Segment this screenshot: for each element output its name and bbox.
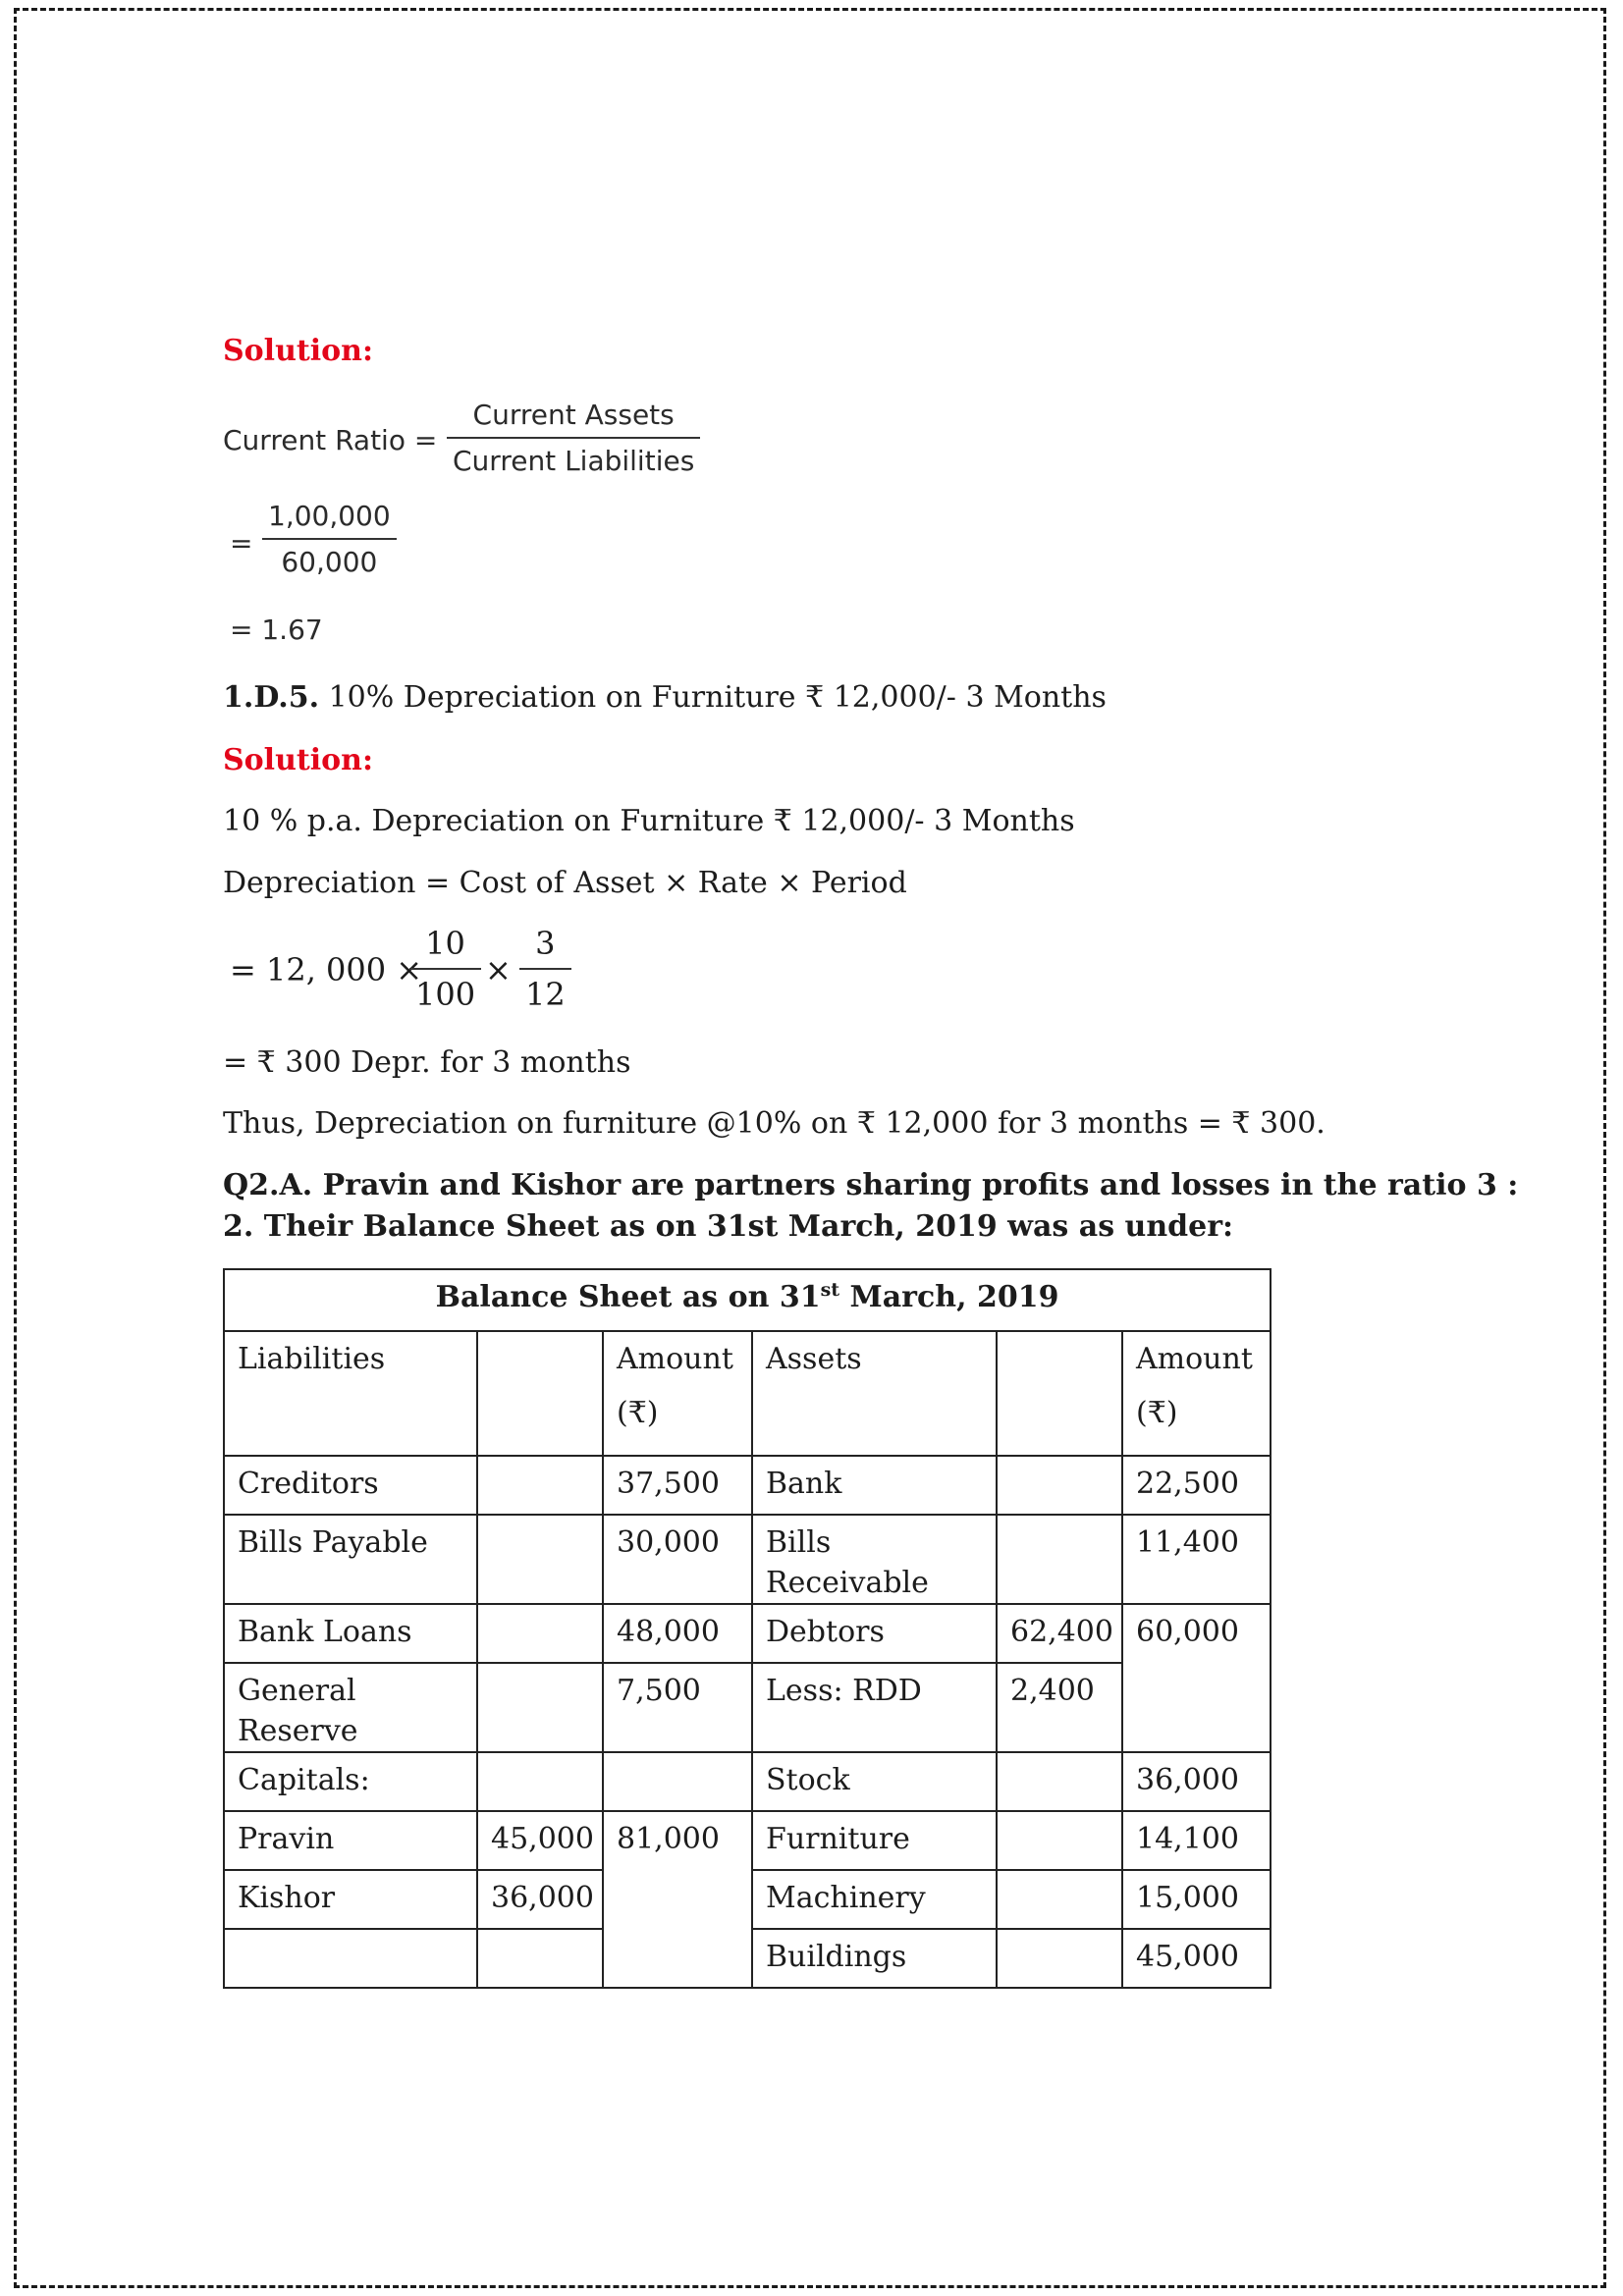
liability-amount: [603, 1752, 752, 1811]
fraction-bar: [262, 538, 397, 540]
asset-name: Less: RDD: [752, 1663, 997, 1752]
fraction-numerator: 3: [535, 925, 556, 962]
asset-name: Buildings: [752, 1929, 997, 1988]
asset-name: Stock: [752, 1752, 997, 1811]
liability-amount: 7,500: [603, 1663, 752, 1752]
liability-name: Bank Loans: [224, 1604, 477, 1663]
times-sign: ×: [485, 951, 512, 988]
question-1d5: [223, 680, 1107, 715]
asset-sub: [997, 1811, 1122, 1870]
calc-prefix: = 12, 000 ×: [230, 951, 423, 988]
liability-name: [224, 1929, 477, 1988]
liability-sub: 45,000: [477, 1811, 603, 1870]
asset-sub: [997, 1870, 1122, 1929]
liability-sub: [477, 1456, 603, 1515]
liability-name: Kishor: [224, 1870, 477, 1929]
table-row: [224, 1752, 1271, 1811]
solution-heading-2: Solution:: [223, 743, 374, 777]
asset-name: Furniture: [752, 1811, 997, 1870]
asset-name: Bills Receivable: [752, 1515, 997, 1604]
asset-name: Debtors: [752, 1604, 997, 1663]
solution-heading-1: Solution:: [223, 334, 374, 368]
current-ratio-lhs: Current Ratio =: [223, 424, 438, 456]
current-ratio-fraction: [447, 399, 700, 477]
ratio-values-fraction: [262, 500, 397, 578]
liability-amount: 48,000: [603, 1604, 752, 1663]
fraction-denominator: 100: [415, 976, 476, 1013]
question-label: 1.D.5.: [223, 680, 320, 715]
asset-name: Bank: [752, 1456, 997, 1515]
liability-amount: [603, 1929, 752, 1988]
equals-sign: =: [230, 527, 253, 560]
question-2a-line1: Q2.A. Pravin and Kishor are partners sharing profits and losses in the ratio 3 :: [223, 1168, 1519, 1202]
liability-sub: 36,000: [477, 1870, 603, 1929]
depreciation-result: = ₹ 300 Depr. for 3 months: [223, 1045, 631, 1080]
table-row: [224, 1663, 1271, 1752]
liability-name: Creditors: [224, 1456, 477, 1515]
table-row: [224, 1929, 1271, 1988]
table-row: [224, 1515, 1271, 1604]
asset-sub: [997, 1752, 1122, 1811]
fraction-bar: [409, 968, 481, 970]
fraction-bar: [519, 968, 571, 970]
liability-name: General Reserve: [224, 1663, 477, 1752]
fraction-denominator: 60,000: [281, 546, 378, 578]
liability-sub: [477, 1604, 603, 1663]
table-row: [224, 1811, 1271, 1870]
table-row: [224, 1870, 1271, 1929]
asset-amount: 60,000: [1122, 1604, 1271, 1663]
asset-amount: 36,000: [1122, 1752, 1271, 1811]
fraction-numerator: 1,00,000: [268, 500, 391, 532]
balance-sheet-table: [223, 1268, 1271, 1989]
fraction-denominator: 12: [525, 976, 566, 1013]
asset-amount: 15,000: [1122, 1870, 1271, 1929]
header-liabilities: Liabilities: [224, 1331, 477, 1456]
asset-sub: 2,400: [997, 1663, 1122, 1752]
liability-name: Bills Payable: [224, 1515, 477, 1604]
ratio-result: = 1.67: [230, 614, 323, 646]
asset-amount: 14,100: [1122, 1811, 1271, 1870]
asset-name: Machinery: [752, 1870, 997, 1929]
asset-amount: [1122, 1663, 1271, 1752]
header-blank: [997, 1331, 1122, 1456]
asset-amount: 22,500: [1122, 1456, 1271, 1515]
liability-amount: 37,500: [603, 1456, 752, 1515]
header-assets: Assets: [752, 1331, 997, 1456]
table-row: [224, 1456, 1271, 1515]
liability-sub: [477, 1752, 603, 1811]
header-blank: [477, 1331, 603, 1456]
liability-amount: 81,000: [603, 1811, 752, 1870]
fraction-numerator: Current Assets: [472, 399, 675, 431]
fraction-denominator: Current Liabilities: [453, 445, 695, 477]
fraction-bar: [447, 437, 700, 439]
rate-fraction: [409, 925, 481, 1013]
header-amount-liabilities: Amount (₹): [603, 1331, 752, 1456]
liability-sub: [477, 1929, 603, 1988]
solution2-line1: 10 % p.a. Depreciation on Furniture ₹ 12,000/- 3 Months: [223, 804, 1075, 838]
fraction-numerator: 10: [425, 925, 465, 962]
header-amount-assets: Amount (₹): [1122, 1331, 1271, 1456]
liability-name: Pravin: [224, 1811, 477, 1870]
liability-sub: [477, 1663, 603, 1752]
asset-sub: [997, 1456, 1122, 1515]
liability-sub: [477, 1515, 603, 1604]
period-fraction: [519, 925, 571, 1013]
asset-sub: [997, 1515, 1122, 1604]
depreciation-conclusion: Thus, Depreciation on furniture @10% on ₹ 12,000 for 3 months = ₹ 300.: [223, 1106, 1325, 1141]
liability-amount: [603, 1870, 752, 1929]
liability-amount: 30,000: [603, 1515, 752, 1604]
liability-name: Capitals:: [224, 1752, 477, 1811]
question-2a-line2: 2. Their Balance Sheet as on 31st March, 2019 was as under:: [223, 1209, 1234, 1244]
asset-amount: 11,400: [1122, 1515, 1271, 1604]
depreciation-formula: Depreciation = Cost of Asset × Rate × Period: [223, 866, 907, 900]
asset-amount: 45,000: [1122, 1929, 1271, 1988]
table-header-row: [224, 1331, 1271, 1456]
asset-sub: [997, 1929, 1122, 1988]
question-text: 10% Depreciation on Furniture ₹ 12,000/- 3 Months: [328, 680, 1107, 715]
asset-sub: 62,400: [997, 1604, 1122, 1663]
balance-sheet-title: Balance Sheet as on 31st March, 2019: [224, 1269, 1271, 1331]
table-row: [224, 1604, 1271, 1663]
